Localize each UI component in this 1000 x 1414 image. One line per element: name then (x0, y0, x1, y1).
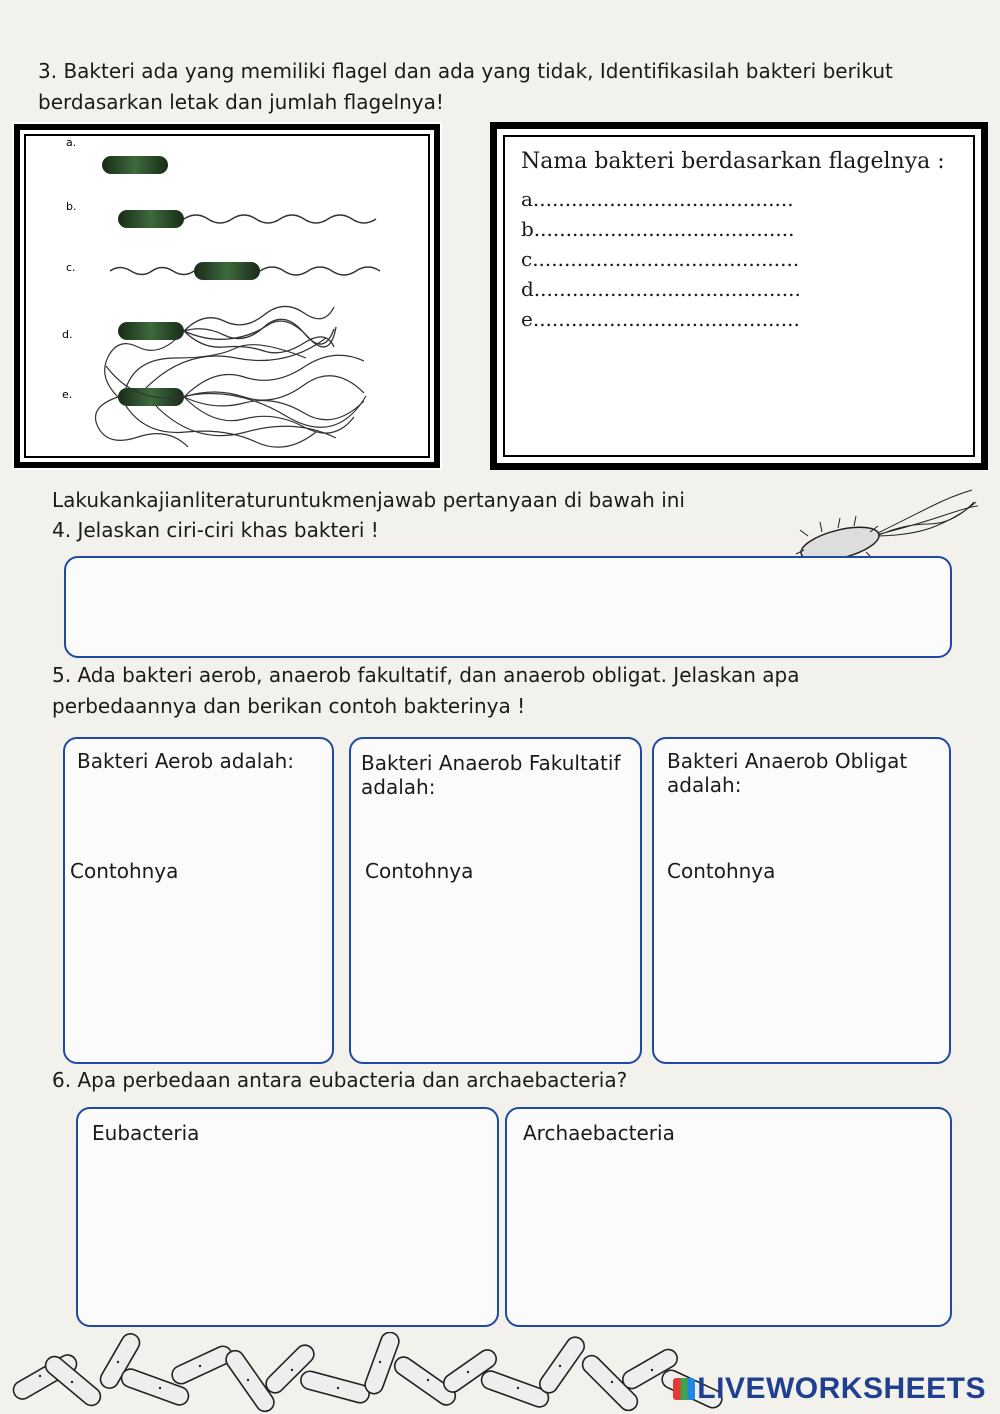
answer-box-q4[interactable] (64, 556, 952, 658)
eubacteria-title: Eubacteria (92, 1121, 200, 1145)
question-3-text: 3. Bakteri ada yang memiliki flagel dan ada yang tidak, Identifikasilah bakteri berikut berdasarkan letak dan jumlah flagelnya! (38, 59, 893, 114)
anaerob-fakultatif-example-label: Contohnya (365, 859, 474, 883)
answer-box-anaerob-fakultatif[interactable] (349, 737, 642, 1064)
label-e: e. (62, 388, 73, 401)
question-6-text: 6. Apa perbedaan antara eubacteria dan archaebacteria? (52, 1068, 628, 1092)
intro-text: Lakukankajianliteraturuntukmenjawab pertanyaan di bawah ini (52, 488, 685, 512)
label-d: d. (62, 328, 73, 341)
anaerob-obligat-title: Bakteri Anaerob Obligat adalah: (667, 749, 908, 797)
answer-line-d[interactable]: d.......................................... (521, 277, 801, 301)
answer-box-eubacteria[interactable] (76, 1107, 499, 1327)
answer-box-anaerob-obligat[interactable] (652, 737, 951, 1064)
aerob-example-label: Contohnya (70, 859, 179, 883)
label-a: a. (66, 136, 77, 149)
namebox-title: Nama bakteri berdasarkan flagelnya : (521, 149, 945, 174)
answer-box-archaebacteria[interactable] (505, 1107, 952, 1327)
liveworksheets-logo-text: LIVEWORKSHEETS (697, 1372, 986, 1405)
question-5-text: 5. Ada bakteri aerob, anaerob fakultatif, dan anaerob obligat. Jelaskan apa perbedaannya dan berikan contoh bakterinya ! (52, 663, 800, 718)
anaerob-obligat-example-label: Contohnya (667, 859, 776, 883)
bacterium-b (118, 210, 184, 228)
answer-line-e[interactable]: e.......................................... (521, 307, 800, 331)
bacterium-a (102, 156, 168, 174)
flagella-figure (12, 122, 442, 470)
question-4-text: 4. Jelaskan ciri-ciri khas bakteri ! (52, 518, 379, 542)
answer-line-a[interactable]: a......................................... (521, 187, 794, 211)
label-b: b. (66, 200, 77, 213)
anaerob-fakultatif-title: Bakteri Anaerob Fakultatif adalah: (361, 751, 621, 799)
answer-line-b[interactable]: b......................................... (521, 217, 795, 241)
liveworksheets-logo-icon (673, 1378, 695, 1400)
bacterium-d (118, 322, 184, 340)
flagella-diagram (26, 136, 428, 456)
answer-box-aerob[interactable] (63, 737, 334, 1064)
aerob-title: Bakteri Aerob adalah: (77, 749, 294, 773)
liveworksheets-logo (673, 1372, 986, 1406)
label-c: c. (66, 261, 76, 274)
archaebacteria-title: Archaebacteria (523, 1121, 675, 1145)
bacterium-c (194, 262, 260, 280)
answer-line-c[interactable]: c.......................................... (521, 247, 800, 271)
answer-box-flagella-names (490, 122, 988, 470)
